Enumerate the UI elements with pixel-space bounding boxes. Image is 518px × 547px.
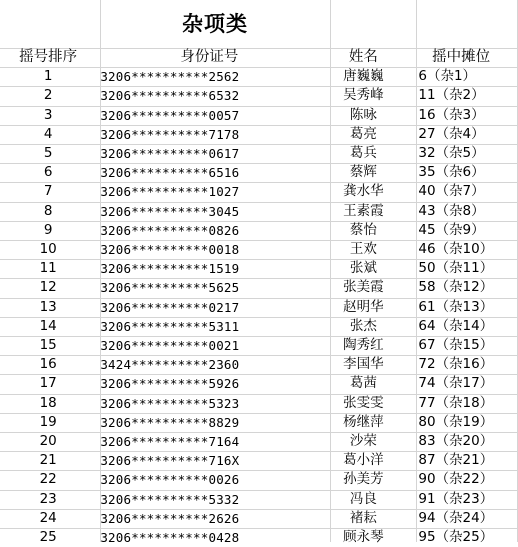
cell-order: 5	[43, 145, 53, 162]
cell-name: 冯良	[349, 490, 377, 507]
cell-stall: 87（杂21）	[418, 452, 494, 469]
cell-id: 3206**********5311	[100, 318, 240, 334]
table-row	[0, 125, 518, 144]
cell-order: 20	[39, 433, 57, 450]
cell-id: 3206**********5323	[100, 395, 240, 411]
table-row	[0, 528, 518, 547]
cell-stall: 43（杂8）	[418, 202, 485, 219]
cell-name: 张杰	[349, 317, 377, 334]
cell-stall: 35（杂6）	[418, 164, 485, 181]
table-row	[0, 317, 518, 336]
table-row	[0, 374, 518, 393]
cell-id: 3206**********0026	[100, 472, 240, 488]
cell-name: 沙荣	[349, 433, 377, 450]
cell-name: 张雯雯	[343, 394, 384, 411]
cell-stall: 32（杂5）	[418, 145, 485, 162]
cell-order: 19	[39, 413, 57, 430]
cell-name: 葛兵	[349, 145, 377, 162]
table-row	[0, 470, 518, 489]
table-row	[0, 182, 518, 201]
cell-order: 23	[39, 490, 57, 507]
cell-name: 张美霞	[343, 279, 384, 296]
cell-stall: 6（杂1）	[418, 68, 477, 85]
cell-stall: 72（杂16）	[418, 356, 494, 373]
cell-stall: 74（杂17）	[418, 375, 494, 392]
cell-id: 3206**********1027	[100, 184, 240, 200]
cell-id: 3206**********0021	[100, 338, 240, 354]
sheet-title: 杂项类	[182, 11, 248, 36]
cell-stall: 58（杂12）	[418, 279, 494, 296]
cell-id: 3206**********2562	[100, 69, 240, 85]
table-row	[0, 163, 518, 182]
cell-id: 3206**********1519	[100, 261, 240, 277]
table-row	[0, 144, 518, 163]
cell-stall: 16（杂3）	[418, 106, 485, 123]
cell-stall: 27（杂4）	[418, 125, 485, 142]
cell-order: 7	[43, 183, 53, 200]
cell-stall: 91（杂23）	[418, 490, 494, 507]
cell-order: 13	[39, 298, 57, 315]
table-row	[0, 336, 518, 355]
cell-stall: 95（杂25）	[418, 529, 494, 546]
header-stall: 摇中摊位	[432, 49, 491, 65]
cell-order: 12	[39, 279, 57, 296]
table-row	[0, 298, 518, 317]
cell-name: 葛亮	[349, 125, 377, 142]
cell-order: 14	[39, 317, 57, 334]
cell-order: 15	[39, 337, 57, 354]
cell-stall: 77（杂18）	[418, 394, 494, 411]
cell-order: 8	[43, 202, 53, 219]
cell-name: 王欢	[349, 241, 377, 258]
cell-id: 3206**********0826	[100, 222, 240, 238]
cell-stall: 61（杂13）	[418, 298, 494, 315]
cell-stall: 80（杂19）	[418, 413, 494, 430]
cell-name: 葛小洋	[343, 452, 384, 469]
cell-name: 赵明华	[343, 298, 384, 315]
cell-order: 18	[39, 394, 57, 411]
cell-name: 陶秀红	[343, 337, 384, 354]
table-row	[0, 202, 518, 221]
cell-order: 9	[43, 221, 53, 238]
cell-order: 17	[39, 375, 57, 392]
cell-id: 3206**********3045	[100, 203, 240, 219]
table-row	[0, 240, 518, 259]
cell-order: 2	[43, 87, 53, 104]
cell-stall: 40（杂7）	[418, 183, 485, 200]
cell-id: 3206**********7164	[100, 434, 240, 450]
cell-name: 张斌	[349, 260, 377, 277]
cell-id: 3206**********0217	[100, 299, 240, 315]
cell-name: 孙美芳	[343, 471, 384, 488]
header-order: 摇号排序	[19, 49, 78, 65]
cell-stall: 64（杂14）	[418, 317, 494, 334]
cell-id: 3206**********6516	[100, 165, 240, 181]
cell-order: 24	[39, 509, 57, 526]
cell-id: 3206**********5625	[100, 280, 240, 296]
cell-name: 唐巍巍	[343, 68, 384, 85]
table-row	[0, 355, 518, 374]
cell-name: 龚水华	[343, 183, 384, 200]
cell-id: 3206**********0428	[100, 530, 240, 546]
table-row	[0, 278, 518, 297]
table-row	[0, 86, 518, 105]
cell-id: 3206**********0018	[100, 242, 240, 258]
cell-id: 3206**********0057	[100, 107, 240, 123]
cell-order: 16	[39, 356, 57, 373]
table-header-row	[0, 48, 518, 67]
cell-stall: 11（杂2）	[418, 87, 485, 104]
cell-order: 22	[39, 471, 57, 488]
cell-id: 3206**********716X	[100, 453, 240, 469]
cell-name: 吴秀峰	[343, 87, 384, 104]
cell-id: 3206**********5332	[100, 491, 240, 507]
header-name: 姓名	[348, 49, 378, 65]
cell-stall: 45（杂9）	[418, 221, 485, 238]
table-row	[0, 106, 518, 125]
table-row	[0, 67, 518, 86]
table-row	[0, 413, 518, 432]
cell-id: 3206**********2626	[100, 510, 240, 526]
cell-order: 25	[39, 529, 57, 546]
cell-id: 3206**********8829	[100, 414, 240, 430]
cell-name: 蔡怡	[349, 221, 377, 238]
cell-stall: 67（杂15）	[418, 337, 494, 354]
cell-name: 葛茜	[349, 375, 377, 392]
cell-order: 3	[43, 106, 53, 123]
header-id: 身份证号	[180, 49, 239, 65]
table-row	[0, 259, 518, 278]
cell-order: 21	[39, 452, 57, 469]
cell-name: 蔡辉	[349, 164, 377, 181]
cell-id: 3206**********5926	[100, 376, 240, 392]
cell-order: 10	[39, 241, 57, 258]
table-row	[0, 221, 518, 240]
cell-order: 4	[43, 125, 53, 142]
cell-id: 3206**********0617	[100, 146, 240, 162]
cell-id: 3206**********6532	[100, 88, 240, 104]
table-row	[0, 451, 518, 470]
cell-name: 王素霞	[343, 202, 384, 219]
cell-stall: 50（杂11）	[418, 260, 494, 277]
cell-order: 6	[43, 164, 53, 181]
cell-stall: 83（杂20）	[418, 433, 494, 450]
cell-stall: 90（杂22）	[418, 471, 494, 488]
cell-name: 顾永琴	[343, 529, 384, 546]
cell-order: 1	[43, 68, 53, 85]
cell-id: 3206**********7178	[100, 126, 240, 142]
cell-name: 陈咏	[349, 106, 377, 123]
table-row	[0, 509, 518, 528]
table-row	[0, 432, 518, 451]
cell-name: 褚耘	[349, 509, 377, 526]
cell-stall: 94（杂24）	[418, 509, 494, 526]
lottery-table	[0, 48, 518, 547]
cell-name: 李国华	[343, 356, 384, 373]
cell-stall: 46（杂10）	[418, 241, 494, 258]
cell-id: 3424**********2360	[100, 357, 240, 373]
cell-order: 11	[39, 260, 57, 277]
cell-name: 杨继萍	[343, 413, 384, 430]
table-row	[0, 394, 518, 413]
table-row	[0, 490, 518, 509]
